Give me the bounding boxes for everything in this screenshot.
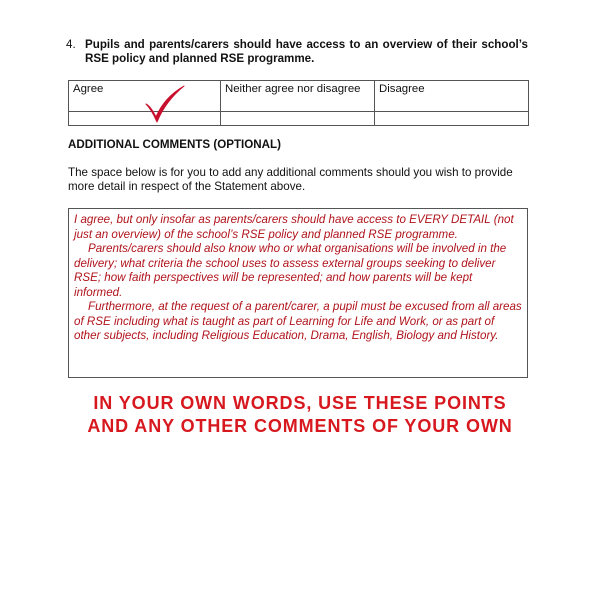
option-agree-label: Agree — [69, 81, 221, 112]
option-disagree-label: Disagree — [375, 81, 529, 112]
banner-line-2: AND ANY OTHER COMMENTS OF YOUR OWN — [87, 416, 513, 436]
checkmark-icon — [144, 84, 186, 124]
question-text: Pupils and parents/carers should have access to an overview of their school’s RSE policy and planned RSE programme. — [85, 38, 528, 65]
comments-textbox[interactable] — [68, 208, 528, 378]
comment-paragraph-3: Furthermore, at the request of a parent/carer, a pupil must be excused from all areas of RSE including what is taught as part of Learning for Life and Work, or as part of other subjects, including Religious Education, Drama, English, Biology and History. — [74, 300, 522, 342]
response-table — [68, 80, 529, 126]
option-neither-cell[interactable] — [221, 112, 375, 126]
question-4 — [66, 38, 528, 66]
comment-paragraph-1: I agree, but only insofar as parents/carers should have access to EVERY DETAIL (not just an overview) of the school’s RSE policy and planned RSE programme. — [74, 213, 514, 241]
additional-comments-heading: ADDITIONAL COMMENTS (OPTIONAL) — [68, 138, 281, 151]
question-number: 4. — [66, 38, 76, 51]
additional-comments-intro: The space below is for you to add any additional comments should you wish to provide more detail in respect of the Statement above. — [68, 166, 513, 193]
banner-line-1: IN YOUR OWN WORDS, USE THESE POINTS — [93, 393, 507, 413]
comment-paragraph-2: Parents/carers should also know who or what organisations will be involved in the delivery; what criteria the school uses to assess external groups seeking to deliver RSE; how faith perspectives will be represented; and how parents will be kept informed. — [74, 242, 507, 299]
option-neither-label: Neither agree nor disagree — [221, 81, 375, 112]
option-disagree-cell[interactable] — [375, 112, 529, 126]
